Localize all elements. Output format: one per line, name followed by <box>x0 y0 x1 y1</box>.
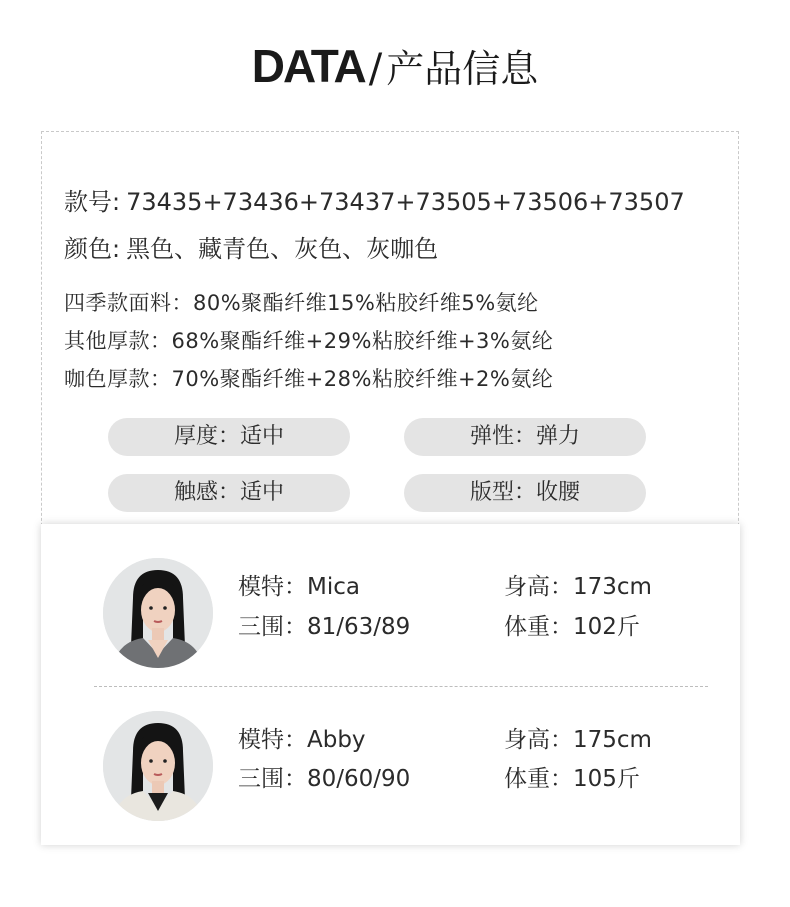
product-info-box <box>41 131 739 551</box>
model-avatar-mica <box>103 558 213 668</box>
fabric-line: 咖色厚款：70%聚酯纤维+28%粘胶纤维+2%氨纶 <box>64 367 554 391</box>
page-title <box>0 40 790 95</box>
model-name: 模特：Abby <box>238 727 366 753</box>
color-label: 颜色: <box>64 235 121 263</box>
thickness-badge: 厚度：适中 <box>108 418 350 456</box>
model-height: 身高：173cm <box>504 574 652 600</box>
model-avatar-abby <box>103 711 213 821</box>
page-title-en: DATA <box>251 40 365 92</box>
model-weight: 体重：105斤 <box>504 766 640 792</box>
elasticity-badge: 弹性：弹力 <box>404 418 646 456</box>
texture-badge: 触感：适中 <box>108 474 350 512</box>
model-height: 身高：175cm <box>504 727 652 753</box>
fabric-line: 四季款面料：80%聚酯纤维15%粘胶纤维5%氨纶 <box>64 291 539 315</box>
model-name: 模特：Mica <box>238 574 360 600</box>
model-measurements: 三围：81/63/89 <box>238 614 411 640</box>
page-title-separator: / <box>368 46 383 92</box>
model-info-card <box>41 524 740 845</box>
page-title-cn: 产品信息 <box>386 47 539 91</box>
fit-badge: 版型：收腰 <box>404 474 646 512</box>
model-measurements: 三围：80/60/90 <box>238 766 411 792</box>
fabric-line: 其他厚款：68%聚酯纤维+29%粘胶纤维+3%氨纶 <box>64 329 554 353</box>
model-weight: 体重：102斤 <box>504 614 640 640</box>
color-value: 黑色、藏青色、灰色、灰咖色 <box>126 235 439 263</box>
model-divider <box>94 686 708 687</box>
style-number-value: 73435+73436+73437+73505+73506+73507 <box>126 188 685 216</box>
color-row <box>64 234 438 264</box>
style-number-label: 款号: <box>64 188 121 216</box>
style-number-row <box>64 187 685 217</box>
